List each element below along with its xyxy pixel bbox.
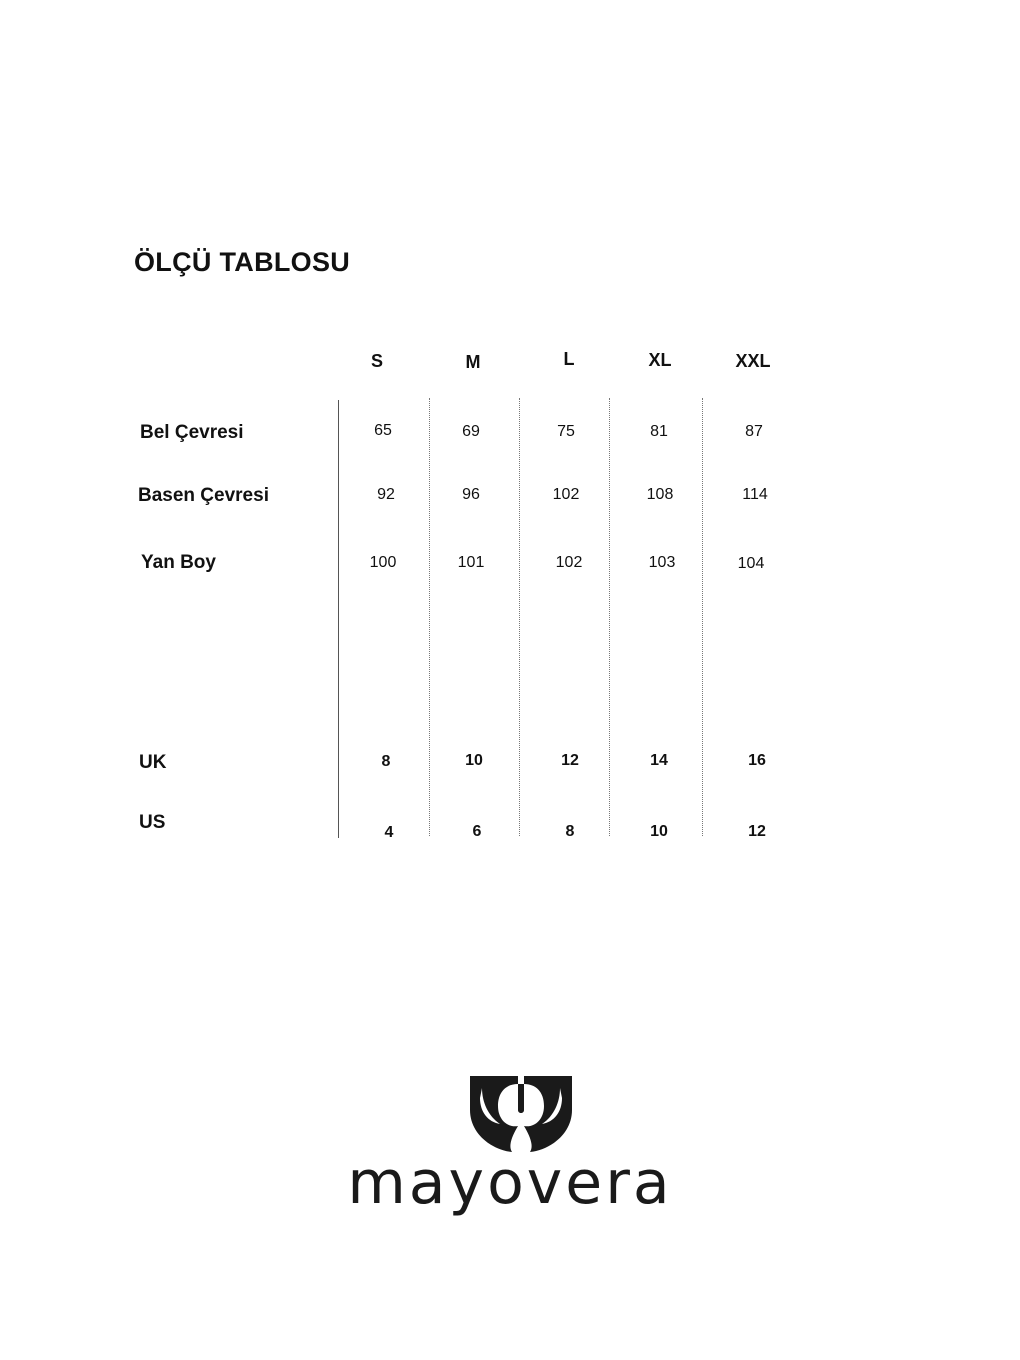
table-cell: 96 [462,486,480,503]
table-cell: 104 [737,555,765,572]
size-header-m: M [465,352,481,372]
table-cell: 10 [465,752,483,769]
table-cell: 65 [374,422,392,439]
table-cell: 14 [650,752,668,769]
table-cell: 75 [557,423,575,440]
column-divider [429,398,430,836]
column-divider [702,398,703,836]
row-label: Bel Çevresi [140,422,244,443]
table-cell: 12 [748,823,766,840]
table-cell: 69 [462,423,480,440]
table-cell: 103 [648,554,676,571]
table-cell: 87 [745,423,763,440]
brand-name: mayovera [347,1148,673,1218]
table-cell: 16 [748,752,766,769]
page-title: ÖLÇÜ TABLOSU [134,247,351,277]
column-divider [338,400,339,838]
table-cell: 101 [457,554,485,571]
table-cell: 6 [472,823,482,840]
column-divider [609,398,610,836]
mayovera-m-logo-icon [468,1070,574,1154]
size-header-xl: XL [648,350,672,370]
row-label: Basen Çevresi [138,485,269,506]
table-cell: 102 [555,554,583,571]
table-cell: 12 [561,752,579,769]
table-cell: 81 [650,423,668,440]
size-header-l: L [563,349,575,369]
row-label: UK [139,752,167,773]
table-cell: 100 [369,554,397,571]
table-cell: 10 [650,823,668,840]
table-cell: 8 [381,753,391,770]
column-divider [519,398,520,836]
table-cell: 92 [377,486,395,503]
row-label: Yan Boy [141,552,216,573]
size-header-s: S [370,351,384,371]
table-cell: 8 [565,823,575,840]
table-cell: 4 [384,824,394,841]
table-cell: 102 [552,486,580,503]
size-header-xxl: XXL [735,351,771,371]
table-cell: 108 [646,486,674,503]
row-label: US [139,812,166,833]
table-cell: 114 [742,486,768,503]
